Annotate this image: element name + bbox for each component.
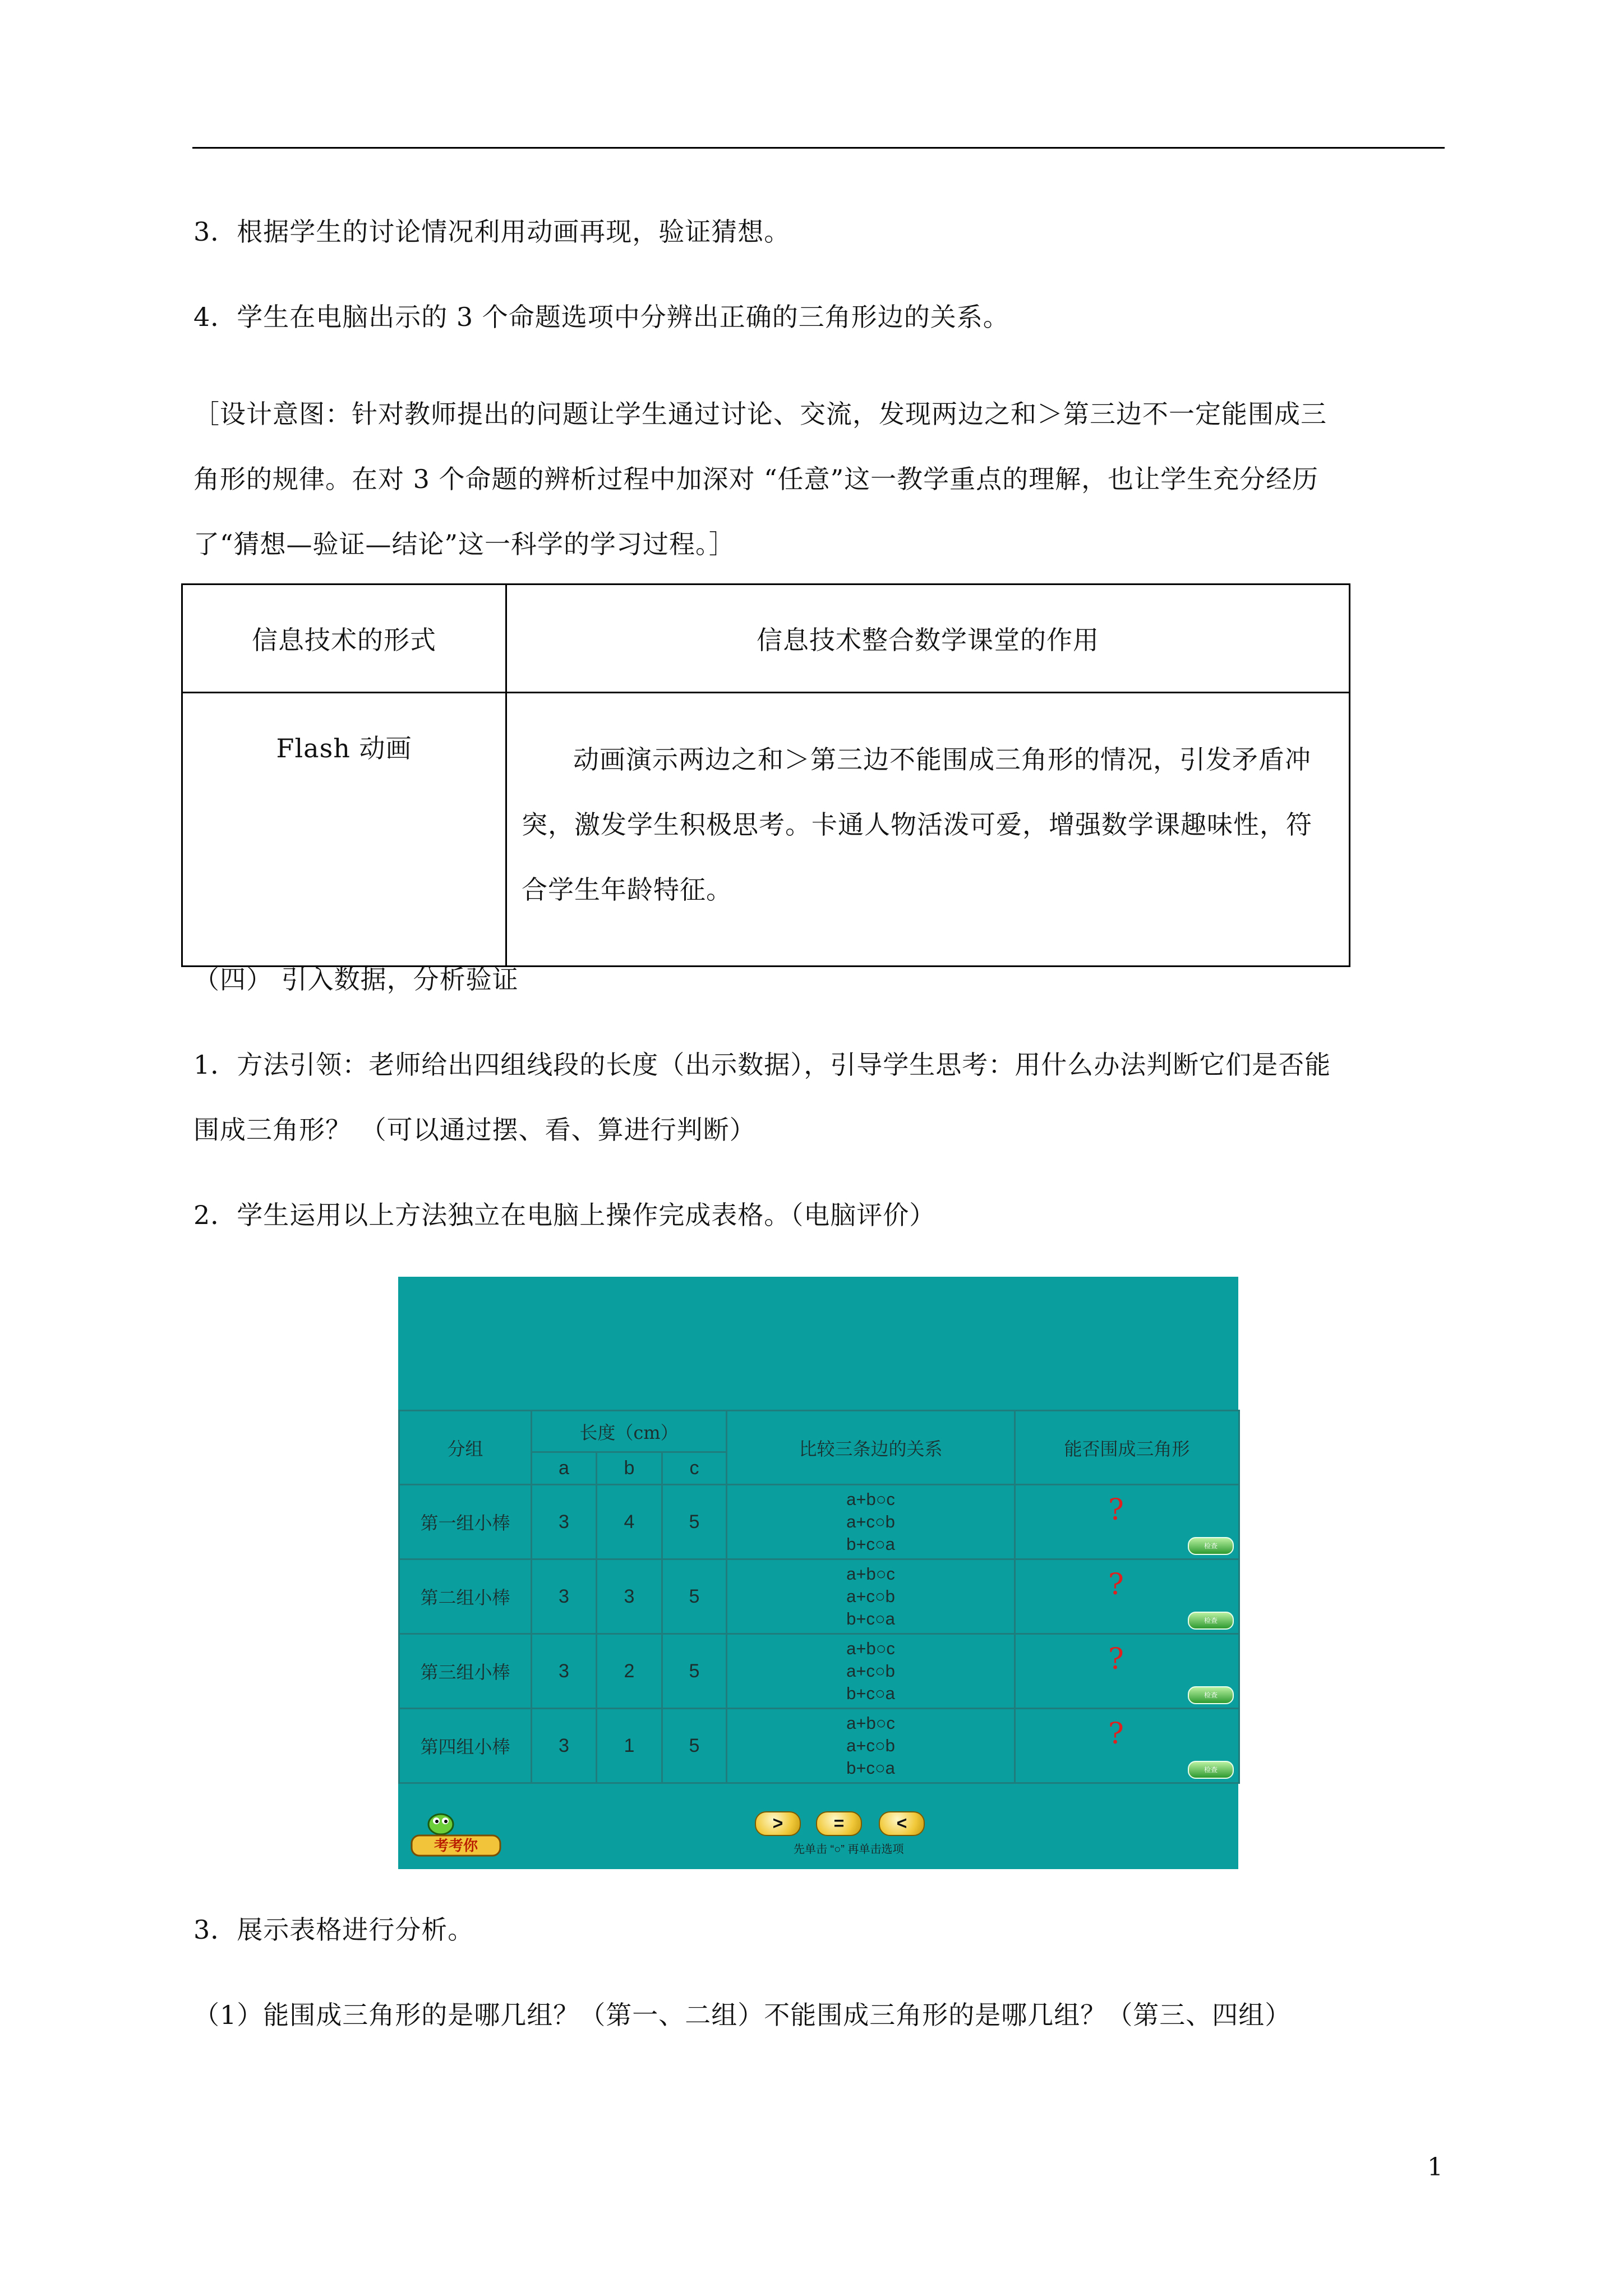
design-intent-line: 角形的规律。在对 3 个命题的辨析过程中加深对 “任意”这一教学重点的理解，也让学生充分经历 [193, 464, 1319, 494]
relation-ac[interactable]: a+c○b [846, 1586, 895, 1606]
answer-cell[interactable] [1015, 1634, 1239, 1709]
table-row [399, 1634, 1239, 1709]
table-row [399, 1485, 1239, 1559]
flash-screenshot [398, 1277, 1238, 1869]
paragraph-step-4: 4．学生在电脑出示的 3 个命题选项中分辨出正确的三角形边的关系。 [193, 302, 1009, 332]
answer-cell[interactable] [1015, 1559, 1239, 1634]
answer-cell[interactable] [1015, 1709, 1239, 1783]
question-mark-icon[interactable]: ? [1108, 1717, 1124, 1751]
length-b: 2 [597, 1634, 662, 1709]
header-tech-form: 信息技术的形式 [182, 585, 506, 693]
less-than-button[interactable]: < [879, 1811, 925, 1836]
design-intent-line: ［设计意图：针对教师提出的问题让学生通过讨论、交流，发现两边之和＞第三边不一定能围成三 [193, 399, 1327, 429]
relation-ab[interactable]: a+b○c [846, 1564, 895, 1584]
relation-cell[interactable] [727, 1634, 1015, 1709]
equals-button[interactable]: = [816, 1811, 862, 1836]
question-mark-icon[interactable]: ? [1108, 1568, 1124, 1602]
relation-ab[interactable]: a+b○c [846, 1639, 895, 1658]
paragraph-step-2: 2．学生运用以上方法独立在电脑上操作完成表格。（电脑评价） [193, 1200, 936, 1230]
paragraph-step-3: 3．根据学生的讨论情况利用动画再现，验证猜想。 [193, 217, 791, 247]
col-group-header: 分组 [399, 1411, 532, 1485]
question-mark-icon[interactable]: ? [1108, 1642, 1124, 1676]
check-button[interactable]: 检查 [1188, 1761, 1234, 1779]
page-number: 1 [1427, 2153, 1443, 2182]
col-b-header: b [597, 1452, 662, 1485]
flash-table [398, 1410, 1240, 1784]
relation-bc[interactable]: b+c○a [846, 1609, 895, 1628]
check-button[interactable]: 检查 [1188, 1612, 1234, 1630]
relation-bc[interactable]: b+c○a [846, 1758, 895, 1778]
length-b: 1 [597, 1709, 662, 1783]
question-mark-icon[interactable]: ? [1108, 1493, 1124, 1527]
length-a: 3 [532, 1559, 597, 1634]
paragraph-method-line1: 1．方法引领：老师给出四组线段的长度（出示数据），引导学生思考：用什么办法判断它们是否能 [193, 1050, 1331, 1080]
length-c: 5 [662, 1709, 727, 1783]
group-name: 第三组小棒 [399, 1634, 532, 1709]
length-b: 3 [597, 1559, 662, 1634]
design-intent-line: 了“猜想—验证—结论”这一科学的学习过程。］ [193, 529, 736, 559]
instruction-hint: 先单击 “○” 再单击选项 [794, 1843, 904, 1856]
relation-bc[interactable]: b+c○a [846, 1683, 895, 1703]
paragraph-question-1: （1）能围成三角形的是哪几组？（第一、二组）不能围成三角形的是哪几组？（第三、四组） [193, 2000, 1292, 2030]
header-rule [192, 147, 1445, 149]
relation-ac[interactable]: a+c○b [846, 1736, 895, 1755]
paragraph-step-3-analysis: 3．展示表格进行分析。 [193, 1915, 474, 1945]
length-c: 5 [662, 1559, 727, 1634]
length-b: 4 [597, 1485, 662, 1559]
info-tech-table [181, 583, 1350, 967]
relation-ac[interactable]: a+c○b [846, 1512, 895, 1531]
relation-cell[interactable] [727, 1709, 1015, 1783]
relation-ac[interactable]: a+c○b [846, 1661, 895, 1681]
col-can-form-header: 能否围成三角形 [1015, 1411, 1239, 1485]
relation-bc[interactable]: b+c○a [846, 1534, 895, 1554]
col-compare-header: 比较三条边的关系 [727, 1411, 1015, 1485]
frog-mascot-icon [408, 1804, 504, 1860]
length-a: 3 [532, 1709, 597, 1783]
design-intent-paragraph [193, 381, 1450, 577]
relation-ab[interactable]: a+b○c [846, 1489, 895, 1509]
group-name: 第二组小棒 [399, 1559, 532, 1634]
relation-cell[interactable] [727, 1559, 1015, 1634]
length-c: 5 [662, 1485, 727, 1559]
group-name: 第一组小棒 [399, 1485, 532, 1559]
length-a: 3 [532, 1634, 597, 1709]
length-a: 3 [532, 1485, 597, 1559]
relation-cell[interactable] [727, 1485, 1015, 1559]
header-tech-role: 信息技术整合数学课堂的作用 [506, 585, 1350, 693]
group-name: 第四组小棒 [399, 1709, 532, 1783]
paragraph-method-line2: 围成三角形？ （可以通过摆、看、算进行判断） [193, 1115, 756, 1145]
section-4-heading: （四） 引入数据，分析验证 [193, 964, 519, 995]
length-c: 5 [662, 1634, 727, 1709]
table-row [399, 1709, 1239, 1783]
col-length-header: 长度（cm） [532, 1411, 727, 1452]
check-button[interactable]: 检查 [1188, 1686, 1234, 1704]
col-c-header: c [662, 1452, 727, 1485]
answer-cell[interactable] [1015, 1485, 1239, 1559]
relation-ab[interactable]: a+b○c [846, 1713, 895, 1733]
check-button[interactable]: 检查 [1188, 1537, 1234, 1555]
greater-than-button[interactable]: > [755, 1811, 801, 1836]
table-row [399, 1559, 1239, 1634]
cell-tech-role: 动画演示两边之和＞第三边不能围成三角形的情况，引发矛盾冲突，激发学生积极思考。卡通人物活泼可爱，增强数学课趣味性，符合学生年龄特征。 [506, 693, 1350, 967]
cell-tech-form: Flash 动画 [182, 693, 506, 967]
col-a-header: a [532, 1452, 597, 1485]
mascot-label: 考考你 [434, 1838, 478, 1855]
